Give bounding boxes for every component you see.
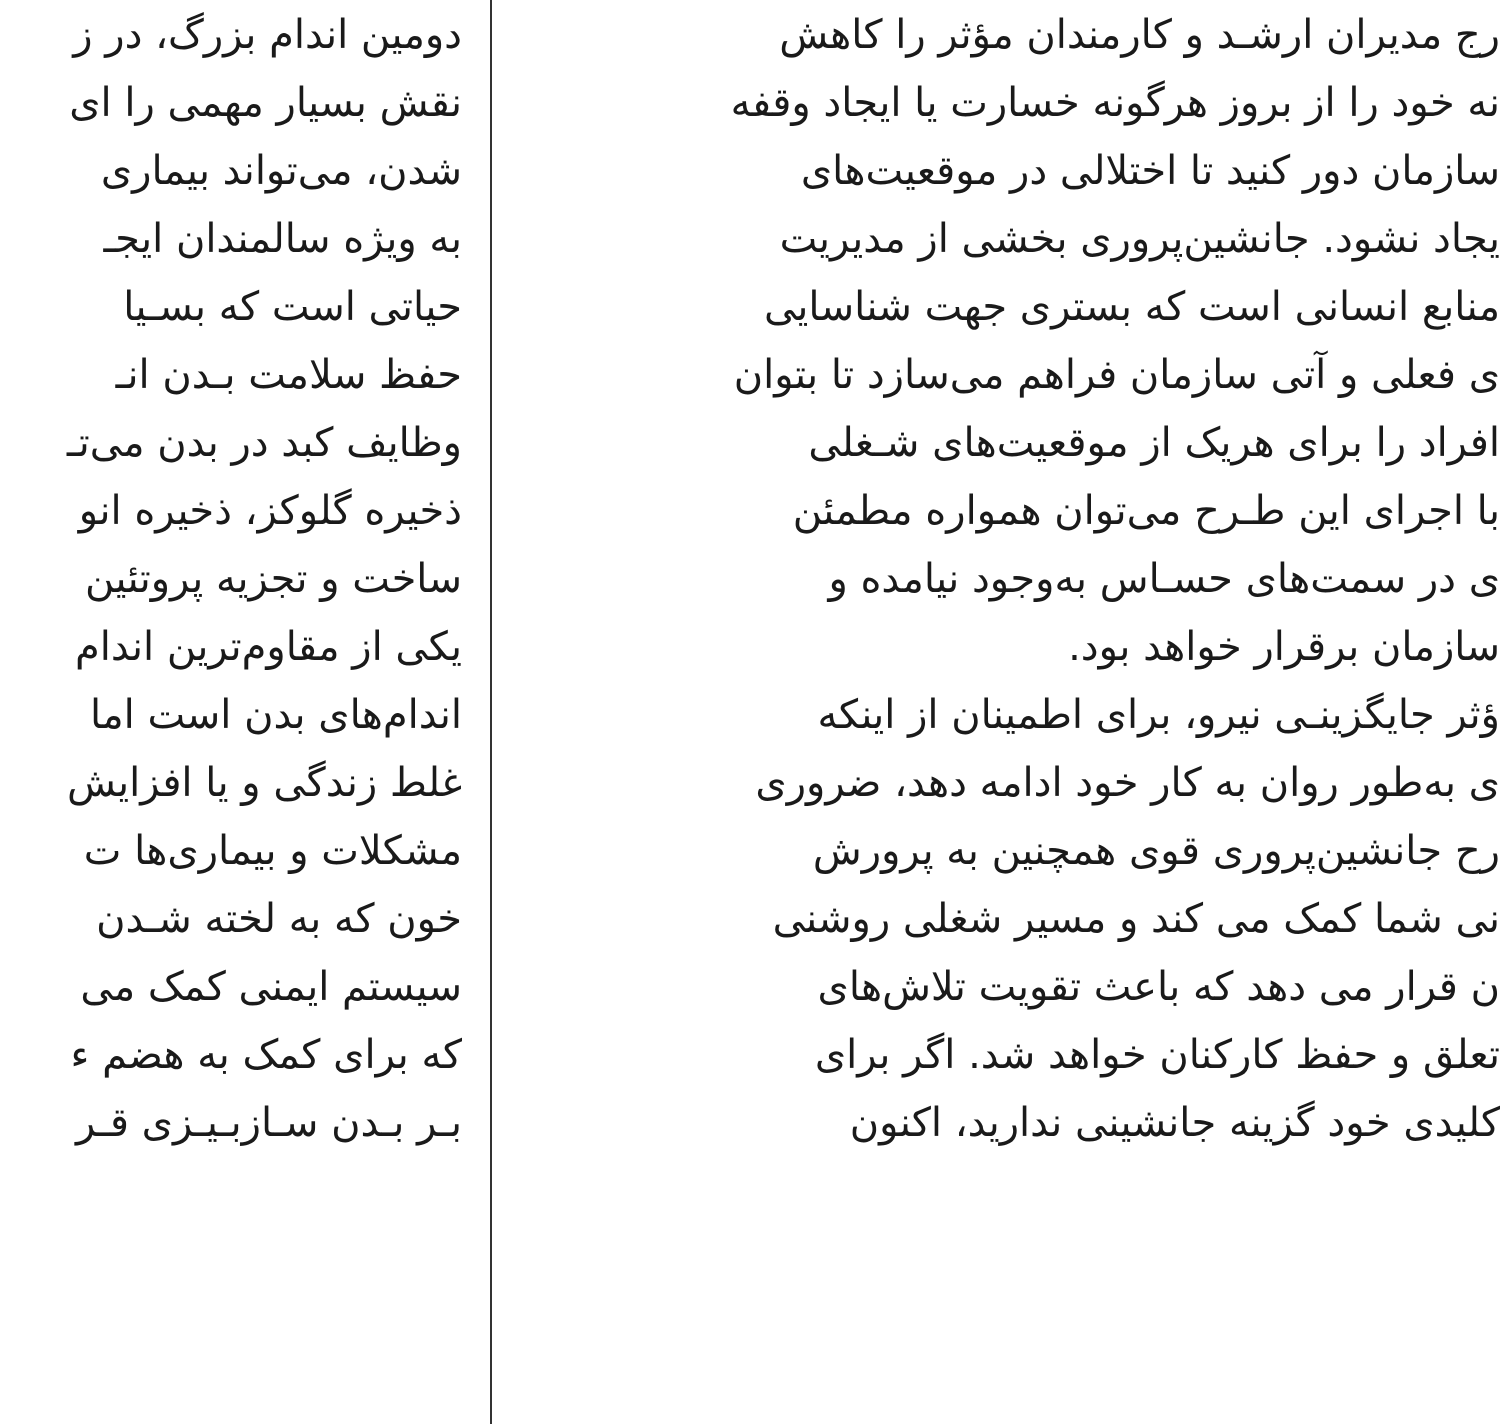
right-line-11: ؤثر جایگزینـی نیرو، برای اطمینان از اینکه <box>817 692 1500 738</box>
left-line-11: اندام‌های بدن است اما <box>90 692 462 738</box>
right-line-8: با اجرای این طـرح می‌توان همواره مطمئن <box>792 488 1500 534</box>
left-line-16: که برای کمک به هضم ء <box>70 1032 462 1078</box>
left-line-9: ساخت و تجزیه پروتئین <box>84 556 462 602</box>
right-line-12: ی به‌طور روان به کار خود ادامه دهد، ضروری <box>755 760 1500 806</box>
left-line-4: به ویژه سالمندان ایجـ <box>103 216 462 262</box>
left-line-17: بـر بـدن سـازبـیـزی قـر <box>76 1100 462 1146</box>
right-line-5: منابع انسانی است که بستری جهت شناسایی <box>763 284 1500 330</box>
left-text-column <box>0 0 462 1424</box>
left-line-15: سیستم ایمنی کمک می <box>80 964 462 1010</box>
right-text-column <box>598 0 1500 1424</box>
right-line-1: رج مدیران ارشـد و کارمندان مؤثر را کاهش <box>779 12 1500 58</box>
left-line-3: شدن، می‌تواند بیماری <box>100 148 462 194</box>
left-line-8: ذخیره گلوکز، ذخیره انو <box>78 488 462 534</box>
right-line-2: نه خود را از بروز هرگونه خسارت یا ایجاد وقفه <box>730 80 1500 126</box>
right-line-16: تعلق و حفظ کارکنان خواهد شد. اگر برای <box>814 1032 1500 1078</box>
left-line-12: غلط زندگی و یا افزایش <box>67 760 462 806</box>
left-line-6: حفظ سلامت بـدن انـ <box>115 352 462 398</box>
left-line-10: یکی از مقاوم‌ترین اندام <box>75 624 462 670</box>
column-divider <box>490 0 492 1424</box>
right-line-3: سازمان دور کنید تا اختلالی در موقعیت‌های <box>800 148 1500 194</box>
left-line-14: خون که به لخته شـدن <box>96 896 462 942</box>
left-line-5: حیاتی است که بسـیا <box>123 284 462 330</box>
right-line-10: سازمان برقرار خواهد بود. <box>1068 624 1500 670</box>
right-line-15: ن قرار می دهد که باعث تقویت تلاش‌های <box>817 964 1500 1010</box>
right-line-7: افراد را برای هریک از موقعیت‌های شـغلی <box>808 420 1500 466</box>
right-line-6: ی فعلی و آتی سازمان فراهم می‌سازد تا بتوان <box>733 352 1500 398</box>
left-line-2: نقش بسیار مهمی را ای <box>69 80 462 126</box>
right-line-14: نی شما کمک می کند و مسیر شغلی روشنی <box>772 896 1500 942</box>
right-line-17: کلیدی خود گزینه جانشینی ندارید، اکنون <box>849 1100 1500 1146</box>
right-line-13: رح جانشین‌پروری قوی همچنین به پرورش <box>812 828 1500 874</box>
right-line-4: یجاد نشود. جانشین‌پروری بخشی از مدیریت <box>779 216 1500 262</box>
left-line-7: وظایف کبد در بدن می‌تـ <box>66 420 462 466</box>
right-line-9: ی در سمت‌های حسـاس به‌وجود نیامده و <box>828 556 1500 602</box>
left-line-1: دومین اندام بزرگ، در ز <box>73 12 462 58</box>
left-line-13: مشکلات و بیماری‌ها ت <box>83 828 462 874</box>
